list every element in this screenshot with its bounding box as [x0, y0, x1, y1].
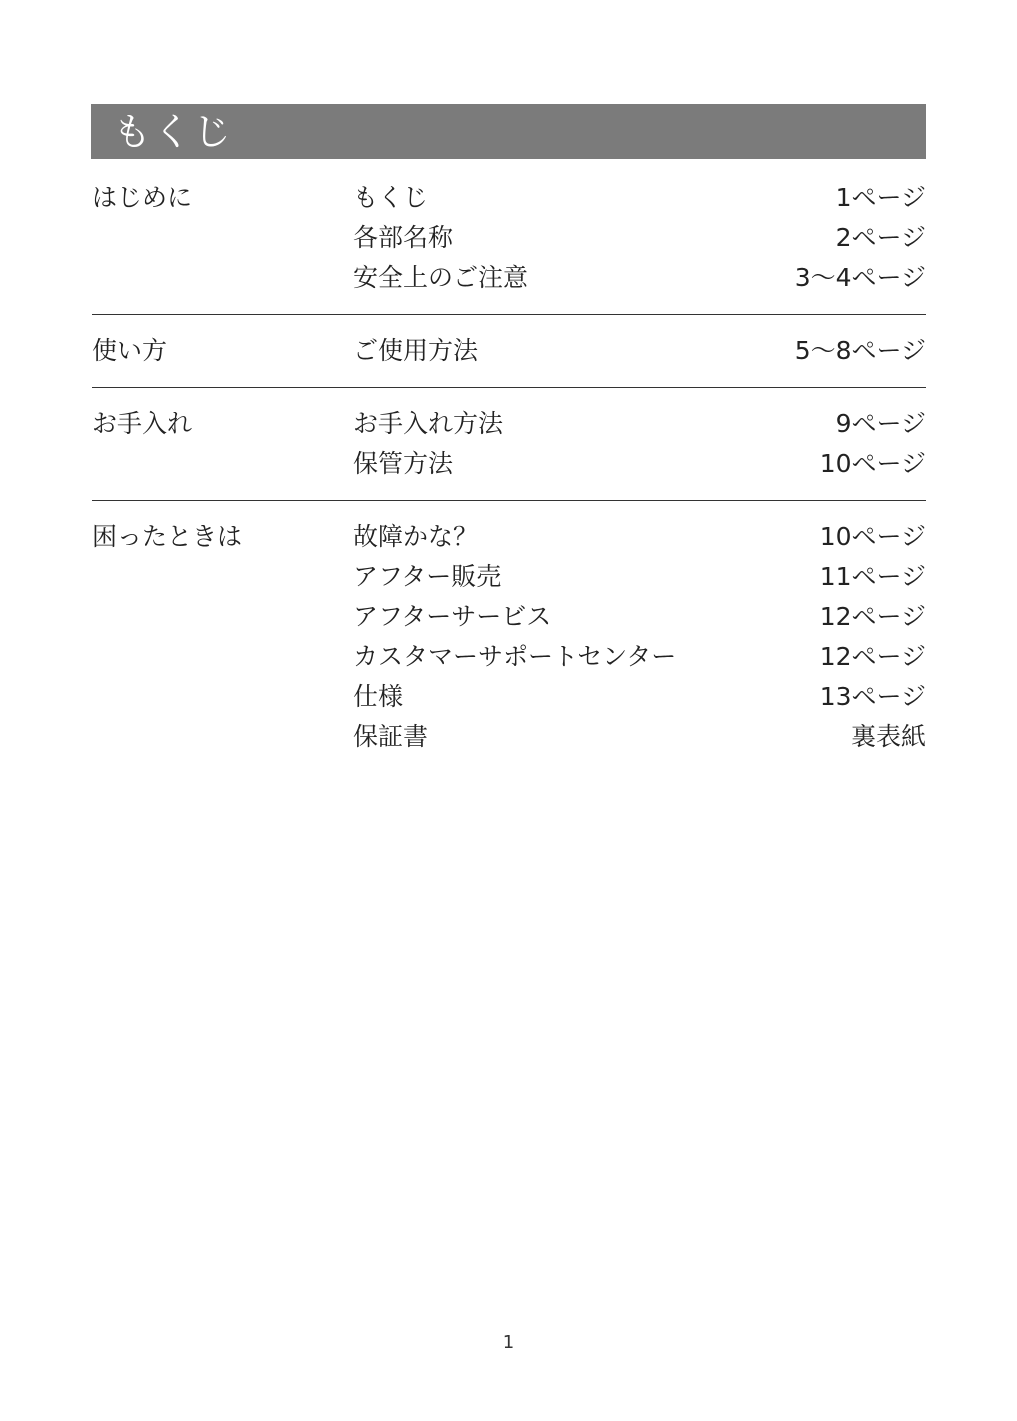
toc-section-troubleshooting: [92, 501, 926, 773]
section-entries: [353, 178, 926, 298]
toc-entry: [353, 404, 926, 444]
section-entries: [353, 517, 926, 757]
entry-page: 3〜4ページ: [794, 263, 926, 292]
entry-page: 2ページ: [835, 223, 926, 252]
section-label: 使い方: [92, 336, 168, 365]
section-label: はじめに: [92, 183, 193, 212]
entry-name: 仕様: [353, 682, 404, 711]
entry-name: アフターサービス: [353, 602, 552, 631]
entry-page: 10ページ: [819, 449, 926, 478]
entry-page: 11ページ: [819, 562, 926, 591]
entry-name: 保管方法: [353, 449, 454, 478]
toc-entry: [353, 597, 926, 637]
entry-name: カスタマーサポートセンター: [353, 642, 677, 671]
entry-page: 1ページ: [835, 183, 926, 212]
section-entries: [353, 404, 926, 484]
entry-page: 12ページ: [819, 602, 926, 631]
toc-section-usage: [92, 315, 926, 388]
page-number: 1: [502, 1332, 515, 1353]
section-entries: [353, 331, 926, 371]
entry-name: アフター販売: [353, 562, 502, 591]
toc-entry: [353, 517, 926, 557]
entry-name: 故障かな？: [353, 522, 479, 551]
entry-page: 5〜8ページ: [794, 336, 926, 365]
entry-name: もくじ: [353, 183, 429, 212]
table-of-contents: [92, 174, 926, 773]
toc-entry: [353, 557, 926, 597]
entry-page: 裏表紙: [850, 722, 926, 751]
toc-entry: [353, 331, 926, 371]
entry-name: 保証書: [353, 722, 429, 751]
toc-title-bar: [91, 104, 926, 159]
toc-section-care: [92, 388, 926, 501]
toc-section-introduction: [92, 174, 926, 315]
entry-name: 各部名称: [353, 223, 454, 252]
toc-title: もくじ: [113, 109, 234, 154]
toc-entry: [353, 637, 926, 677]
section-label: 困ったときは: [92, 522, 243, 551]
toc-entry: [353, 444, 926, 484]
toc-entry: [353, 717, 926, 757]
entry-page: 9ページ: [835, 409, 926, 438]
entry-name: お手入れ方法: [353, 409, 504, 438]
toc-entry: [353, 258, 926, 298]
entry-page: 10ページ: [819, 522, 926, 551]
section-label: お手入れ: [92, 409, 193, 438]
entry-name: 安全上のご注意: [353, 263, 529, 292]
entry-name: ご使用方法: [353, 336, 479, 365]
entry-page: 12ページ: [819, 642, 926, 671]
toc-entry: [353, 218, 926, 258]
toc-entry: [353, 178, 926, 218]
entry-page: 13ページ: [819, 682, 926, 711]
toc-entry: [353, 677, 926, 717]
